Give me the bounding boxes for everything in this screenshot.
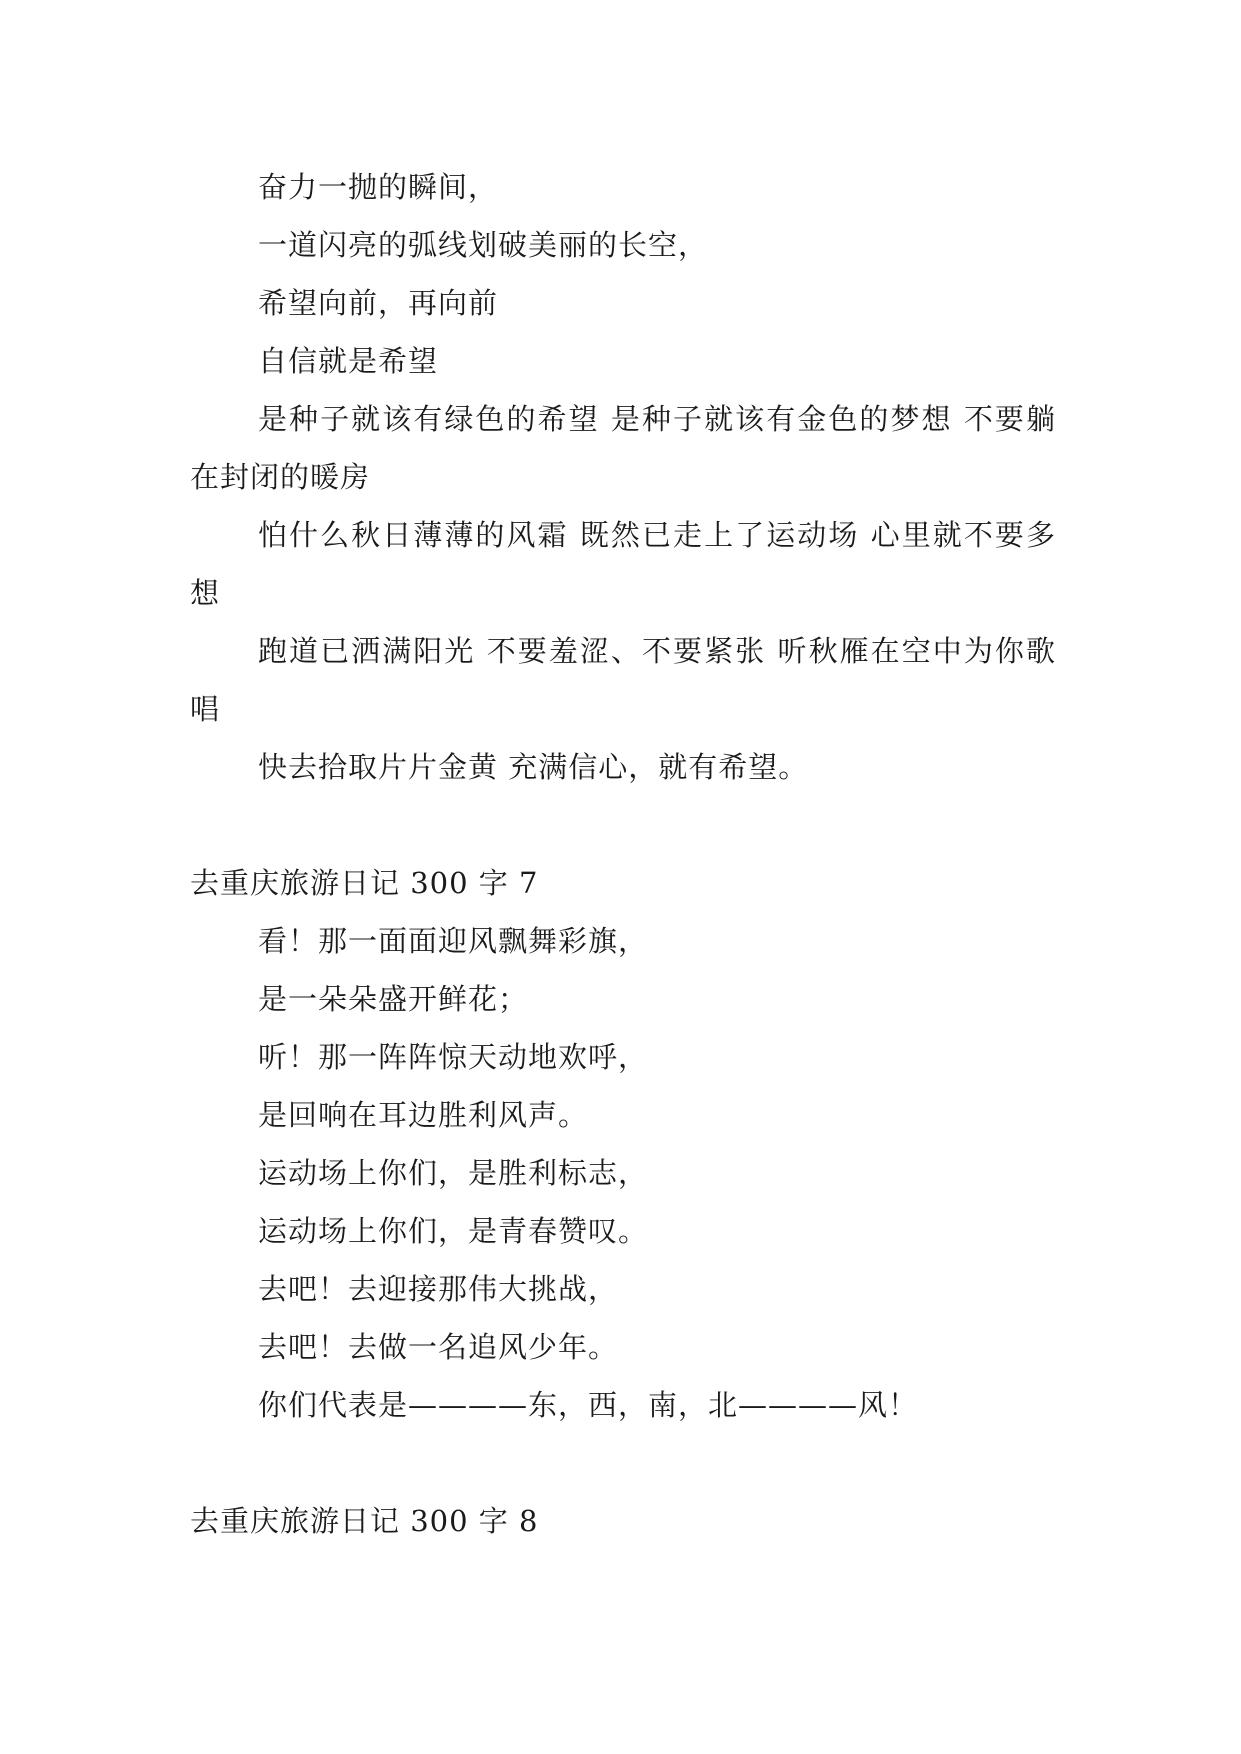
poem-line: 运动场上你们，是胜利标志， <box>258 1156 649 1190</box>
poem-line: 是回响在耳边胜利风声。 <box>258 1098 589 1132</box>
document-body <box>190 158 1056 1550</box>
poem-line: 去吧！去迎接那伟大挑战， <box>258 1272 619 1306</box>
poem-paragraph: 跑道已洒满阳光 不要羞涩、不要紧张 听秋雁在空中为你歌唱 <box>190 634 1056 726</box>
poem-line: 一道闪亮的弧线划破美丽的长空， <box>258 228 709 262</box>
poem-paragraph: 是种子就该有绿色的希望 是种子就该有金色的梦想 不要躺在封闭的暖房 <box>190 402 1056 494</box>
poem-paragraph: 怕什么秋日薄薄的风霜 既然已走上了运动场 心里就不要多想 <box>190 518 1056 610</box>
poem-line: 看！那一面面迎风飘舞彩旗， <box>258 924 649 958</box>
poem-line: 去吧！去做一名追风少年。 <box>258 1330 619 1364</box>
poem-section-1 <box>190 158 1056 796</box>
poem-line: 希望向前，再向前 <box>258 286 499 320</box>
section-gap <box>190 796 1056 854</box>
poem-section-2 <box>190 854 1056 1434</box>
poem-line: 听！那一阵阵惊天动地欢呼， <box>258 1040 649 1074</box>
poem-line: 运动场上你们，是青春赞叹。 <box>258 1214 649 1248</box>
poem-line: 快去拾取片片金黄 充满信心，就有希望。 <box>258 750 809 784</box>
section-gap <box>190 1434 1056 1492</box>
poem-line: 奋力一抛的瞬间， <box>258 170 499 204</box>
poem-section-3 <box>190 1492 1056 1550</box>
section-heading: 去重庆旅游日记 300 字 8 <box>190 1504 539 1538</box>
poem-line: 你们代表是————东，西，南，北————风！ <box>258 1388 919 1422</box>
poem-line: 自信就是希望 <box>258 344 439 378</box>
poem-line: 是一朵朵盛开鲜花； <box>258 982 529 1016</box>
section-heading: 去重庆旅游日记 300 字 7 <box>190 866 539 900</box>
